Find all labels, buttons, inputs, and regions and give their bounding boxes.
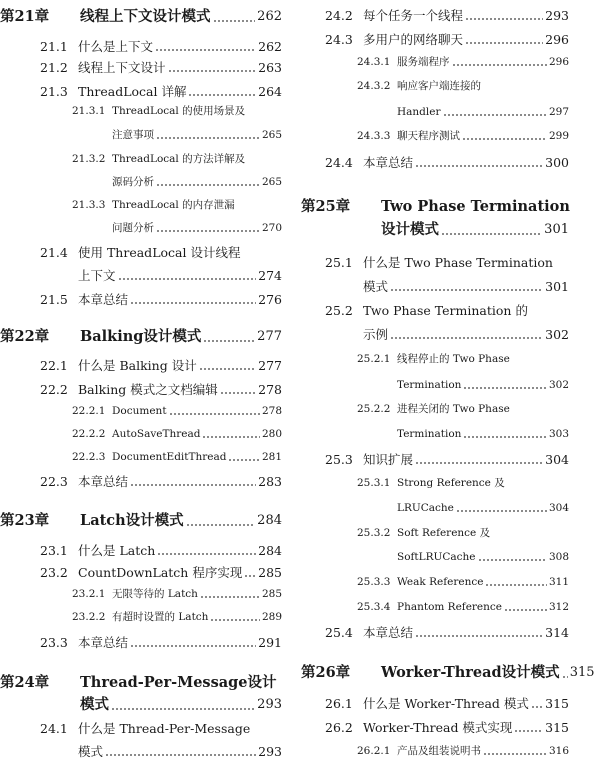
toc-title: 产品及组装说明书: [397, 745, 481, 757]
toc-page-number: 297: [548, 106, 569, 118]
toc-section-line: [301, 452, 569, 467]
dot-leader: [244, 575, 256, 577]
toc-page-number: 291: [258, 635, 282, 650]
toc-section-line: [301, 303, 569, 318]
toc-subsection-line: [0, 611, 282, 624]
toc-title: Soft Reference 及: [397, 527, 491, 539]
toc-title: 注意事项: [112, 129, 154, 141]
toc-title: DocumentEditThread: [112, 451, 227, 463]
toc-page-number: 285: [261, 588, 282, 600]
toc-page-number: 296: [548, 56, 569, 68]
toc-section-line: [0, 292, 282, 307]
toc-page-number: 308: [548, 551, 569, 563]
toc-subsection-line: [301, 551, 569, 564]
toc-subsection-line: [301, 379, 569, 392]
toc-section-line: [0, 565, 282, 580]
toc-subsection-line: [301, 527, 569, 540]
toc-section-line: [301, 327, 569, 342]
toc-number: 第21章: [0, 8, 50, 25]
toc-page-number: 278: [261, 405, 282, 417]
toc-number: 23.2.2: [72, 611, 106, 623]
dot-leader: [130, 484, 256, 486]
toc-page-number: 276: [258, 292, 282, 307]
dot-leader: [463, 387, 547, 389]
toc-title: 聊天程序测试: [397, 130, 460, 142]
toc-page-number: 315: [545, 720, 569, 735]
toc-page-number: 274: [258, 268, 282, 283]
toc-section-line: [0, 84, 282, 99]
toc-number: 25.1: [325, 255, 353, 270]
toc-page-number: 311: [548, 576, 569, 588]
toc-page-number: 281: [261, 451, 282, 463]
toc-subsection-line: [301, 576, 569, 589]
toc-page-number: 315: [569, 664, 595, 680]
toc-title: 响应客户端连接的: [397, 80, 481, 92]
toc-number: 24.3.1: [357, 56, 391, 68]
toc-page-number: 301: [545, 279, 569, 294]
toc-page-number: 312: [548, 601, 569, 613]
toc-title: 什么是上下文: [78, 39, 154, 54]
dot-leader: [478, 559, 547, 561]
dot-leader: [562, 676, 568, 678]
toc-subsection-line: [301, 106, 569, 119]
toc-subsection-line: [301, 502, 569, 515]
dot-leader: [130, 645, 256, 647]
toc-page-number: 293: [257, 696, 282, 712]
toc-subsection-line: [301, 428, 569, 441]
toc-title: 线程停止的 Two Phase: [397, 353, 510, 365]
toc-title: AutoSaveThread: [112, 428, 201, 440]
toc-title: 进程关闭的 Two Phase: [397, 403, 510, 415]
dot-leader: [465, 42, 543, 44]
toc-subsection-line: [0, 451, 282, 464]
toc-subsection-line: [0, 428, 282, 441]
toc-title: 什么是 Latch: [78, 543, 156, 558]
toc-title: LRUCache: [397, 502, 454, 514]
toc-subsection-line: [301, 477, 569, 490]
toc-number: 26.2.1: [357, 745, 391, 757]
dot-leader: [168, 70, 257, 72]
toc-title: Latch设计模式: [80, 512, 184, 529]
toc-section-line: [0, 358, 282, 373]
dot-leader: [156, 137, 260, 139]
toc-chapter-line: [0, 512, 282, 529]
toc-chapter-line: [301, 198, 569, 215]
toc-title: Worker-Thread设计模式: [381, 664, 560, 681]
toc-page-number: 316: [548, 745, 569, 757]
toc-title: 本章总结: [363, 625, 414, 640]
toc-title: ThreadLocal 的内存泄漏: [112, 199, 235, 211]
toc-number: 25.4: [325, 625, 353, 640]
toc-title: 设计模式: [381, 221, 439, 238]
dot-leader: [210, 619, 260, 621]
toc-title: 什么是 Two Phase Termination: [363, 255, 553, 270]
toc-number: 23.1: [40, 543, 68, 558]
toc-title: 每个任务一个线程: [363, 8, 464, 23]
toc-title: ThreadLocal 详解: [78, 84, 187, 99]
toc-title: 示例: [363, 327, 389, 342]
toc-number: 21.3: [40, 84, 68, 99]
toc-title: 无限等待的 Latch: [112, 588, 198, 600]
toc-number: 25.2.1: [357, 353, 391, 365]
toc-title: 源码分析: [112, 176, 154, 188]
toc-number: 21.5: [40, 292, 68, 307]
dot-leader: [213, 20, 256, 22]
dot-leader: [483, 753, 547, 755]
dot-leader: [186, 524, 256, 526]
toc-page-number: 263: [258, 60, 282, 75]
toc-title: 使用 ThreadLocal 设计线程: [78, 245, 241, 260]
toc-title: 模式: [363, 279, 389, 294]
toc-section-line: [301, 8, 569, 23]
dot-leader: [105, 754, 256, 756]
toc-section-line: [301, 279, 569, 294]
toc-title: Worker-Thread 模式实现: [363, 720, 513, 735]
toc-title: 线程上下文设计模式: [80, 8, 211, 25]
toc-page-number: 278: [258, 382, 282, 397]
toc-title: Termination: [397, 428, 462, 440]
toc-section-line: [301, 625, 569, 640]
toc-number: 24.3: [325, 32, 353, 47]
toc-page-number: 299: [548, 130, 569, 142]
toc-page-number: 293: [258, 744, 282, 759]
toc-title: Balking 模式之文档编辑: [78, 382, 218, 397]
toc-number: 21.1: [40, 39, 68, 54]
dot-leader: [465, 18, 543, 20]
toc-title: Handler: [397, 106, 441, 118]
toc-chapter-line: [0, 328, 282, 345]
toc-subsection-line: [0, 176, 282, 189]
toc-number: 25.3.3: [357, 576, 391, 588]
toc-title: 本章总结: [363, 155, 414, 170]
toc-number: 26.2: [325, 720, 353, 735]
toc-title: 什么是 Thread-Per-Message: [78, 721, 251, 736]
toc-page-number: 277: [258, 358, 282, 373]
toc-chapter-line: [301, 664, 595, 681]
toc-page-number: 265: [261, 129, 282, 141]
toc-title: 知识扩展: [363, 452, 414, 467]
toc-page-number: 304: [548, 502, 569, 514]
toc-subsection-line: [0, 588, 282, 601]
toc-number: 23.2.1: [72, 588, 106, 600]
toc-subsection-line: [301, 353, 569, 366]
dot-leader: [452, 64, 547, 66]
dot-leader: [156, 230, 260, 232]
toc-subsection-line: [301, 601, 569, 614]
toc-subsection-line: [301, 403, 569, 416]
toc-title: 本章总结: [78, 474, 129, 489]
toc-section-line: [301, 32, 569, 47]
toc-page-number: 270: [261, 222, 282, 234]
toc-title: Document: [112, 405, 167, 417]
dot-leader: [456, 510, 547, 512]
toc-subsection-line: [0, 199, 282, 212]
toc-subsection-line: [0, 129, 282, 142]
dot-leader: [504, 609, 547, 611]
toc-title: CountDownLatch 程序实现: [78, 565, 243, 580]
dot-leader: [443, 114, 547, 116]
toc-number: 21.3.1: [72, 105, 106, 117]
toc-page-number: 301: [544, 221, 569, 237]
toc-page-number: 293: [545, 8, 569, 23]
toc-number: 23.2: [40, 565, 68, 580]
toc-number: 24.4: [325, 155, 353, 170]
dot-leader: [531, 706, 543, 708]
dot-leader: [169, 413, 260, 415]
toc-section-line: [0, 543, 282, 558]
toc-title: ThreadLocal 的使用场景及: [112, 105, 246, 117]
toc-title: ThreadLocal 的方法详解及: [112, 153, 246, 165]
toc-number: 22.2.1: [72, 405, 106, 417]
toc-number: 22.2.2: [72, 428, 106, 440]
dot-leader: [485, 584, 547, 586]
dot-leader: [462, 138, 547, 140]
dot-leader: [130, 302, 256, 304]
toc-title: Strong Reference 及: [397, 477, 505, 489]
toc-number: 25.3.2: [357, 527, 391, 539]
toc-section-line: [0, 60, 282, 75]
toc-number: 24.2: [325, 8, 353, 23]
dot-leader: [415, 462, 543, 464]
dot-leader: [415, 635, 543, 637]
dot-leader: [118, 278, 257, 280]
toc-page-number: 289: [261, 611, 282, 623]
toc-section-line: [0, 635, 282, 650]
toc-page-number: 277: [257, 328, 282, 344]
toc-number: 21.3.2: [72, 153, 106, 165]
dot-leader: [390, 337, 543, 339]
toc-number: 21.4: [40, 245, 68, 260]
toc-section-line: [0, 268, 282, 283]
toc-number: 25.3.4: [357, 601, 391, 613]
toc-number: 22.3: [40, 474, 68, 489]
toc-title: Thread-Per-Message设计: [80, 674, 277, 691]
toc-number: 21.3.3: [72, 199, 106, 211]
toc-subsection-line: [301, 56, 569, 69]
toc-title: 本章总结: [78, 635, 129, 650]
toc-title: Two Phase Termination: [381, 198, 570, 215]
toc-subsection-line: [0, 105, 282, 118]
toc-section-line: [0, 382, 282, 397]
dot-leader: [441, 233, 542, 235]
toc-title: 问题分析: [112, 222, 154, 234]
toc-number: 23.3: [40, 635, 68, 650]
toc-number: 第26章: [301, 664, 351, 681]
toc-number: 24.3.3: [357, 130, 391, 142]
toc-page-number: 265: [261, 176, 282, 188]
toc-title: 上下文: [78, 268, 116, 283]
toc-page-number: 304: [545, 452, 569, 467]
toc-chapter-line: [0, 8, 282, 25]
dot-leader: [390, 289, 543, 291]
dot-leader: [202, 436, 259, 438]
toc-number: 第23章: [0, 512, 50, 529]
toc-title: 多用户的网络聊天: [363, 32, 464, 47]
dot-leader: [199, 368, 256, 370]
toc-title: Phantom Reference: [397, 601, 502, 613]
toc-section-line: [0, 39, 282, 54]
toc-page-number: 300: [545, 155, 569, 170]
dot-leader: [220, 392, 256, 394]
dot-leader: [156, 184, 260, 186]
toc-page-number: 280: [261, 428, 282, 440]
toc-title: Two Phase Termination 的: [363, 303, 528, 318]
toc-page-number: 302: [548, 379, 569, 391]
toc-page-number: 302: [545, 327, 569, 342]
toc-subsection-line: [301, 80, 569, 93]
dot-leader: [514, 730, 543, 732]
toc-number: 25.3.1: [357, 477, 391, 489]
toc-number: 第22章: [0, 328, 50, 345]
dot-leader: [188, 94, 256, 96]
toc-page-number: 314: [545, 625, 569, 640]
toc-title: 有超时设置的 Latch: [112, 611, 209, 623]
toc-chapter-line: [301, 221, 569, 238]
dot-leader: [415, 165, 543, 167]
toc-section-line: [0, 245, 282, 260]
toc-subsection-line: [0, 222, 282, 235]
toc-number: 25.2.2: [357, 403, 391, 415]
toc-title: 什么是 Balking 设计: [78, 358, 197, 373]
dot-leader: [111, 708, 255, 710]
toc-title: Termination: [397, 379, 462, 391]
toc-section-line: [0, 721, 282, 736]
toc-number: 25.3: [325, 452, 353, 467]
toc-number: 24.1: [40, 721, 68, 736]
toc-chapter-line: [0, 674, 282, 691]
dot-leader: [228, 459, 259, 461]
toc-section-line: [301, 696, 569, 711]
toc-page-number: 283: [258, 474, 282, 489]
toc-number: 25.2: [325, 303, 353, 318]
toc-section-line: [301, 255, 569, 270]
toc-number: 22.2.3: [72, 451, 106, 463]
toc-number: 第24章: [0, 674, 50, 691]
toc-section-line: [301, 155, 569, 170]
toc-number: 26.1: [325, 696, 353, 711]
toc-number: 24.3.2: [357, 80, 391, 92]
toc-number: 第25章: [301, 198, 351, 215]
toc-number: 21.2: [40, 60, 68, 75]
dot-leader: [155, 49, 256, 51]
toc-page-number: 262: [258, 39, 282, 54]
toc-title: 什么是 Worker-Thread 模式: [363, 696, 529, 711]
toc-page-number: 262: [257, 8, 282, 24]
toc-subsection-line: [301, 745, 569, 758]
toc-section-line: [301, 720, 569, 735]
toc-title: Balking设计模式: [80, 328, 202, 345]
toc-title: SoftLRUCache: [397, 551, 476, 563]
dot-leader: [463, 436, 547, 438]
toc-section-line: [0, 744, 282, 759]
toc-title: 模式: [78, 744, 104, 759]
toc-section-line: [0, 474, 282, 489]
toc-title: 服务端程序: [397, 56, 450, 68]
toc-subsection-line: [301, 130, 569, 143]
toc-chapter-line: [0, 696, 282, 713]
toc-title: 本章总结: [78, 292, 129, 307]
toc-subsection-line: [0, 153, 282, 166]
toc-subsection-line: [0, 405, 282, 418]
dot-leader: [200, 596, 260, 598]
toc-page-number: 264: [258, 84, 282, 99]
toc-page-number: 296: [545, 32, 569, 47]
toc-page-number: 303: [548, 428, 569, 440]
toc-page-number: 285: [258, 565, 282, 580]
dot-leader: [157, 553, 256, 555]
toc-number: 22.2: [40, 382, 68, 397]
toc-page-number: 284: [257, 512, 282, 528]
toc-number: 22.1: [40, 358, 68, 373]
toc-page-number: 315: [545, 696, 569, 711]
dot-leader: [203, 340, 255, 342]
toc-title: 线程上下文设计: [78, 60, 166, 75]
toc-page-number: 284: [258, 543, 282, 558]
toc-title: Weak Reference: [397, 576, 484, 588]
toc-title: 模式: [80, 696, 109, 713]
